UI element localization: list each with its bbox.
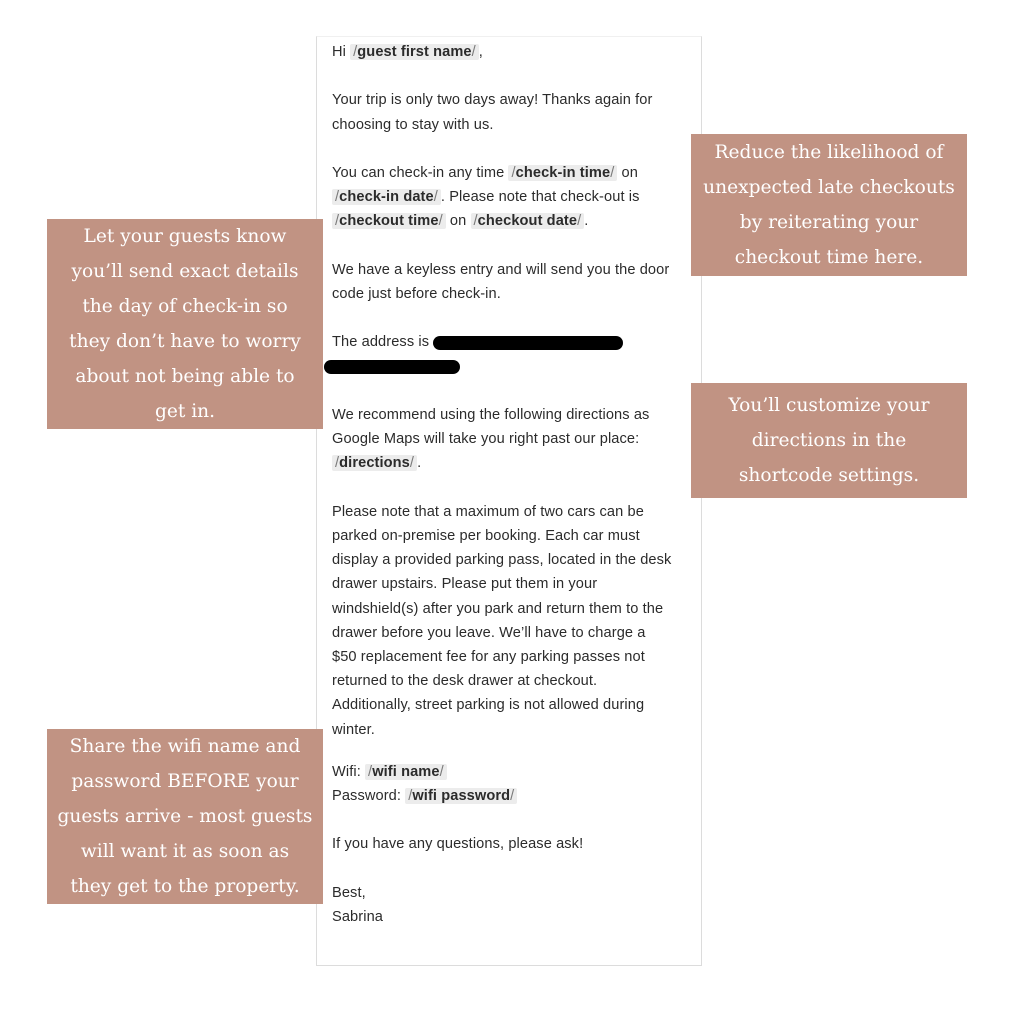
paragraph-trip-intro: Your trip is only two days away! Thanks again for choosing to stay with us. bbox=[332, 92, 653, 133]
redacted-address-line-1 bbox=[433, 336, 623, 350]
shortcode-checkout-time: /checkout time/ bbox=[332, 213, 446, 229]
shortcode-check-in-time: /check-in time/ bbox=[508, 165, 617, 181]
signoff: Best, Sabrina bbox=[332, 884, 384, 925]
callout-checkout-reminder: Reduce the likelihood of unexpected late checkouts by reiterating your checkout time here. bbox=[691, 134, 967, 276]
callout-checkin-details: Let your guests know you’ll send exact details the day of check-in so they don’t have to worry about not being able to get in. bbox=[47, 219, 323, 429]
shortcode-checkout-date: /checkout date/ bbox=[471, 213, 585, 229]
paragraph-checkin-times: You can check-in any time /check-in time/ on /check-in date/ . Please note that check-out is /checkout time/ on /checkout date/ . bbox=[332, 164, 640, 230]
greeting-line: Hi /guest first name/ , bbox=[332, 44, 483, 60]
paragraph-directions: We recommend using the following directions as Google Maps will take you right past our place: /directions/ . bbox=[332, 406, 650, 472]
paragraph-questions: If you have any questions, please ask! bbox=[332, 836, 584, 853]
message-body bbox=[332, 40, 672, 929]
callout-directions: You’ll customize your directions in the shortcode settings. bbox=[691, 383, 967, 498]
paragraph-address: The address is bbox=[332, 330, 672, 378]
paragraph-parking: Please note that a maximum of two cars can be parked on-premise per booking. Each car must display a provided parking pass, located in the desk drawer upstairs. Please put them in your windshield(s) after you park and return them to the drawer before you leave. We’ll have to charge a $50 replacement fee for any parking passes not returned to the desk drawer at checkout. Additionally, street parking is not allowed during winter. bbox=[332, 503, 672, 738]
paragraph-keyless-entry: We have a keyless entry and will send you the door code just before check-in. bbox=[332, 261, 670, 302]
paragraph-wifi: Wifi: /wifi name/ Password: /wifi password/ bbox=[332, 760, 672, 808]
signature: Sabrina bbox=[332, 908, 384, 925]
shortcode-guest-first-name: /guest first name/ bbox=[350, 44, 479, 60]
shortcode-wifi-name: /wifi name/ bbox=[365, 764, 447, 780]
shortcode-check-in-date: /check-in date/ bbox=[332, 189, 441, 205]
redacted-address-line-2 bbox=[324, 360, 460, 374]
callout-wifi: Share the wifi name and password BEFORE your guests arrive - most guests will want it as soon as they get to the property. bbox=[47, 729, 323, 904]
shortcode-wifi-password: /wifi password/ bbox=[405, 788, 517, 804]
shortcode-directions: /directions/ bbox=[332, 455, 417, 471]
